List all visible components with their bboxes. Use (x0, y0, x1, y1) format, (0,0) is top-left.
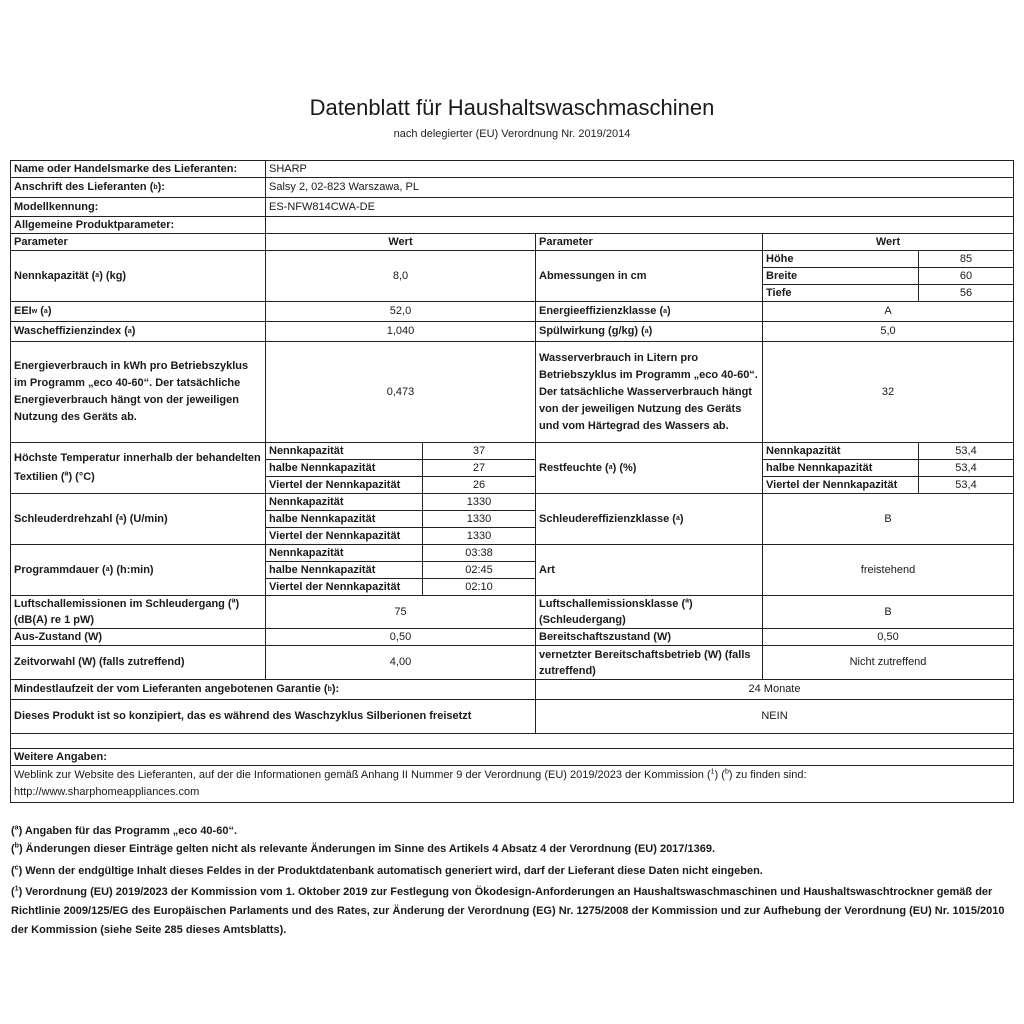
noise-class-label (535, 595, 763, 629)
label-text: Schleuderdrehzahl ( (14, 512, 120, 525)
duration-row-value: 03:38 (422, 544, 536, 562)
label-text: ) (kg) (99, 269, 127, 282)
label-text: Schleudereffizienzklasse ( (539, 512, 676, 525)
label-text: Anschrift des Lieferanten ( (14, 181, 154, 193)
moisture-row-label: halbe Nennkapazität (762, 459, 919, 477)
moisture-row-value: 53,4 (918, 459, 1014, 477)
standby-value: 0,50 (762, 628, 1014, 646)
label-text: Wascheffizienzindex ( (14, 325, 128, 337)
spin-speed-label: Schleuderdrehzahl ( a ) (U/min) (10, 493, 266, 545)
footnote-ref: b (724, 768, 729, 776)
footnote-b: ($^b$) Änderungen dieser Einträge gelten nicht als relevante Änderungen im Sinne des Artikels 4 Absatz 4 der Verordnung (EU) 2017/1369. (11, 842, 715, 855)
spin-speed-row-value: 1330 (422, 510, 536, 528)
label-text: Luftschallemissionsklasse ( (539, 598, 686, 610)
weblink-cell (10, 765, 1014, 803)
eei-label: EEI w ( a ) (10, 301, 266, 322)
networked-standby-label: vernetzter Bereitschaftsbetrieb (W) (falls zutreffend) (535, 645, 763, 680)
temperature-row-value: 37 (422, 442, 536, 460)
label-text: Mindestlaufzeit der vom Lieferanten angebotenen Garantie ( (14, 683, 328, 695)
moisture-label: Restfeuchte ( a ) (%) (535, 442, 763, 494)
moisture-row-value: 53,4 (918, 442, 1014, 460)
label-text: Nennkapazität ( (14, 269, 96, 282)
spacer-row (10, 733, 1014, 749)
label-text: ) (%) (612, 461, 637, 474)
moisture-row-label: Viertel der Nennkapazität (762, 476, 919, 494)
standby-label: Bereitschaftszustand (W) (535, 628, 763, 646)
off-mode-label: Aus-Zustand (W) (10, 628, 266, 646)
dimensions-label: Abmessungen in cm (535, 250, 763, 302)
dimension-height-label: Höhe (762, 250, 919, 268)
silver-ions-value: NEIN (535, 699, 1014, 734)
energy-consumption-value: 0,473 (265, 341, 536, 443)
footnote-mark: 1 (14, 885, 19, 893)
warranty-label: Mindestlaufzeit der vom Lieferanten angebotenen Garantie ( b ): (10, 679, 536, 700)
capacity-value: 8,0 (265, 250, 536, 302)
footnote-text: ) Wenn der endgültige Inhalt dieses Feldes in der Produktdatenbank automatisch generiert wird, darf der Lieferant diese Daten nicht eingeben. (18, 865, 763, 877)
warranty-value: 24 Monate (535, 679, 1014, 700)
silver-ions-label: Dieses Produkt ist so konzipiert, das es während des Waschzyklus Silberionen freisetzt (10, 699, 536, 734)
supplier-name-label: Name oder Handelsmarke des Lieferanten: (10, 160, 266, 178)
eei-value: 52,0 (265, 301, 536, 322)
label-text: ): (157, 181, 165, 193)
duration-row-value: 02:45 (422, 561, 536, 579)
label-text: ) ( (714, 769, 725, 781)
model-label: Modellkennung: (10, 197, 266, 217)
footnote-ref: a (685, 597, 690, 605)
label-text: ) (U/min) (123, 512, 168, 525)
col-header-parameter-left: Parameter (10, 233, 266, 251)
temperature-row-label: Viertel der Nennkapazität (265, 476, 423, 494)
delay-start-value: 4,00 (265, 645, 536, 680)
noise-value: 75 (265, 595, 536, 629)
duration-row-label: Viertel der Nennkapazität (265, 578, 423, 596)
footnote-mark: b (14, 842, 19, 850)
footnote-ref: a (64, 470, 69, 478)
label-text: ) (h:min) (109, 563, 154, 576)
supplier-address-label: Anschrift des Lieferanten ( b ): (10, 177, 266, 198)
label-text: ) (131, 325, 136, 337)
duration-row-value: 02:10 (422, 578, 536, 596)
temperature-row-label: Nennkapazität (265, 442, 423, 460)
spin-class-value: B (762, 493, 1014, 545)
moisture-row-value: 53,4 (918, 476, 1014, 494)
type-label: Art (535, 544, 763, 596)
spin-speed-row-label: Viertel der Nennkapazität (265, 527, 423, 545)
noise-label (10, 595, 266, 629)
networked-standby-value: Nicht zutreffend (762, 645, 1014, 680)
label-text: ) (667, 305, 671, 317)
label-text: Programmdauer ( (14, 563, 106, 576)
dimension-width-value: 60 (918, 267, 1014, 285)
page-subtitle: nach delegierter (EU) Verordnung Nr. 2019/2014 (393, 128, 631, 140)
footnote-ref: a (231, 597, 236, 605)
footnote-c: ($^c$) Wenn der endgültige Inhalt dieses Feldes in der Produktdatenbank automatisch generiert wird, darf der Lieferant diese Daten nicht eingeben. (11, 864, 763, 877)
footnote-a: ($^a$) Angaben für das Programm „eco 40-60“. (11, 824, 238, 837)
label-text: ): (331, 683, 340, 695)
type-value: freistehend (762, 544, 1014, 596)
footnote-1: ($^1$) Verordnung (EU) 2019/2023 der Kommission vom 1. Oktober 2019 zur Festlegung von Ökodesign-Anforderungen an Haushaltswaschmaschinen und Haushaltswaschtrockner gemäß der Richtlinie 2009/125/EG des Europäischen Parlaments und des Rates, zur Änderung der Verordnung (EG) Nr. 1275/2008 der Kommission und zur Aufhebung der Verordnung (EU) Nr. 1015/2010 der Kommission (siehe Seite 285 dieses Amtsblatts). (11, 885, 1005, 936)
label-text: ) (°C) (68, 471, 95, 483)
capacity-label: Nennkapazität ( a ) (kg) (10, 250, 266, 302)
moisture-row-label: Nennkapazität (762, 442, 919, 460)
duration-row-label: Nennkapazität (265, 544, 423, 562)
temperature-label (10, 442, 266, 494)
spin-class-label: Schleudereffizienzklasse ( a ) (535, 493, 763, 545)
label-text: ) (dB(A) re 1 pW) (14, 598, 240, 626)
dimension-depth-value: 56 (918, 284, 1014, 302)
supplier-address-value: Salsy 2, 02-823 Warszawa, PL (265, 177, 1014, 198)
noise-class-value: B (762, 595, 1014, 629)
supplier-name-value: SHARP (265, 160, 1014, 178)
energy-class-value: A (762, 301, 1014, 322)
footnote-mark: a (14, 824, 19, 832)
label-text: ) (648, 325, 653, 337)
general-params-label: Allgemeine Produktparameter: (10, 216, 266, 234)
water-consumption-label: Wasserverbrauch in Litern pro Betriebszyklus im Programm „eco 40-60“. Der tatsächliche Wasserverbrauch hängt von der jeweiligen Nutzung des Geräts und vom Härtegrad des Wassers ab. (535, 341, 763, 443)
col-header-parameter-right: Parameter (535, 233, 763, 251)
rinse-value: 5,0 (762, 321, 1014, 342)
wash-index-label: Wascheffizienzindex ( a ) (10, 321, 266, 342)
wash-index-value: 1,040 (265, 321, 536, 342)
temperature-row-value: 26 (422, 476, 536, 494)
footnote-text: ) Verordnung (EU) 2019/2023 der Kommission vom 1. Oktober 2019 zur Festlegung von Ökodesign-Anforderungen an Haushaltswaschmaschinen und Haushaltswaschtrockner gemäß der Richtlinie 2009/125/EG des Europäischen Parlaments und des Rates, zur Änderung der Verordnung (EG) Nr. 1275/2008 der Kommission und zur Aufhebung der Verordnung (EU) Nr. 1015/2010 der Kommission (siehe Seite 285 dieses Amtsblatts). (11, 886, 1005, 936)
supplier-website-link[interactable]: http://www.sharphomeappliances.com (14, 786, 200, 798)
footnote-mark: c (14, 864, 19, 872)
col-header-value-left: Wert (265, 233, 536, 251)
subscript: w (31, 308, 38, 315)
label-text: ) zu finden sind: (728, 769, 807, 781)
page-title: Datenblatt für Haushaltswaschmaschinen (309, 95, 715, 120)
spin-speed-row-value: 1330 (422, 493, 536, 511)
label-text: Energieeffizienzklasse ( (539, 305, 664, 317)
temperature-row-label: halbe Nennkapazität (265, 459, 423, 477)
footnote-text: ) Änderungen dieser Einträge gelten nicht als relevante Änderungen im Sinne des Artikels 4 Absatz 4 der Verordnung (EU) 2017/1369. (18, 843, 715, 855)
rinse-label: Spülwirkung (g/kg) ( a ) (535, 321, 763, 342)
dimension-width-label: Breite (762, 267, 919, 285)
spin-speed-row-label: Nennkapazität (265, 493, 423, 511)
label-text: Weblink zur Website des Lieferanten, auf der die Informationen gemäß Anhang II Nummer 9 der Verordnung (EU) 2019/2023 der Kommission ( (14, 769, 711, 781)
water-consumption-value: 32 (762, 341, 1014, 443)
label-text: ) (Schleudergang) (539, 598, 693, 626)
label-text: EEI (14, 305, 32, 317)
model-value: ES-NFW814CWA-DE (265, 197, 1014, 217)
label-text: ) (679, 512, 684, 525)
label-text: Spülwirkung (g/kg) ( (539, 325, 645, 337)
spin-speed-row-value: 1330 (422, 527, 536, 545)
duration-row-label: halbe Nennkapazität (265, 561, 423, 579)
energy-consumption-label: Energieverbrauch in kWh pro Betriebszyklus im Programm „eco 40-60“. Der tatsächliche Energieverbrauch hängt von der jeweiligen Nutzung des Geräts ab. (10, 341, 266, 443)
label-text: Luftschallemissionen im Schleudergang ( (14, 598, 232, 610)
label-text: Restfeuchte ( (539, 461, 609, 474)
label-text: Höchste Temperatur innerhalb der behandelten Textilien ( (14, 452, 261, 483)
duration-label: Programmdauer ( a ) (h:min) (10, 544, 266, 596)
energy-class-label: Energieeffizienzklasse ( a ) (535, 301, 763, 322)
footnote-text: ) Angaben für das Programm „eco 40-60“. (18, 825, 238, 837)
footnote-ref: 1 (710, 768, 715, 776)
weblink-text (14, 767, 807, 784)
spin-speed-row-label: halbe Nennkapazität (265, 510, 423, 528)
col-header-value-right: Wert (762, 233, 1014, 251)
general-params-empty (265, 216, 1014, 234)
delay-start-label: Zeitvorwahl (W) (falls zutreffend) (10, 645, 266, 680)
dimension-depth-label: Tiefe (762, 284, 919, 302)
dimension-height-value: 85 (918, 250, 1014, 268)
off-mode-value: 0,50 (265, 628, 536, 646)
additional-info-label: Weitere Angaben: (10, 748, 1014, 766)
temperature-row-value: 27 (422, 459, 536, 477)
